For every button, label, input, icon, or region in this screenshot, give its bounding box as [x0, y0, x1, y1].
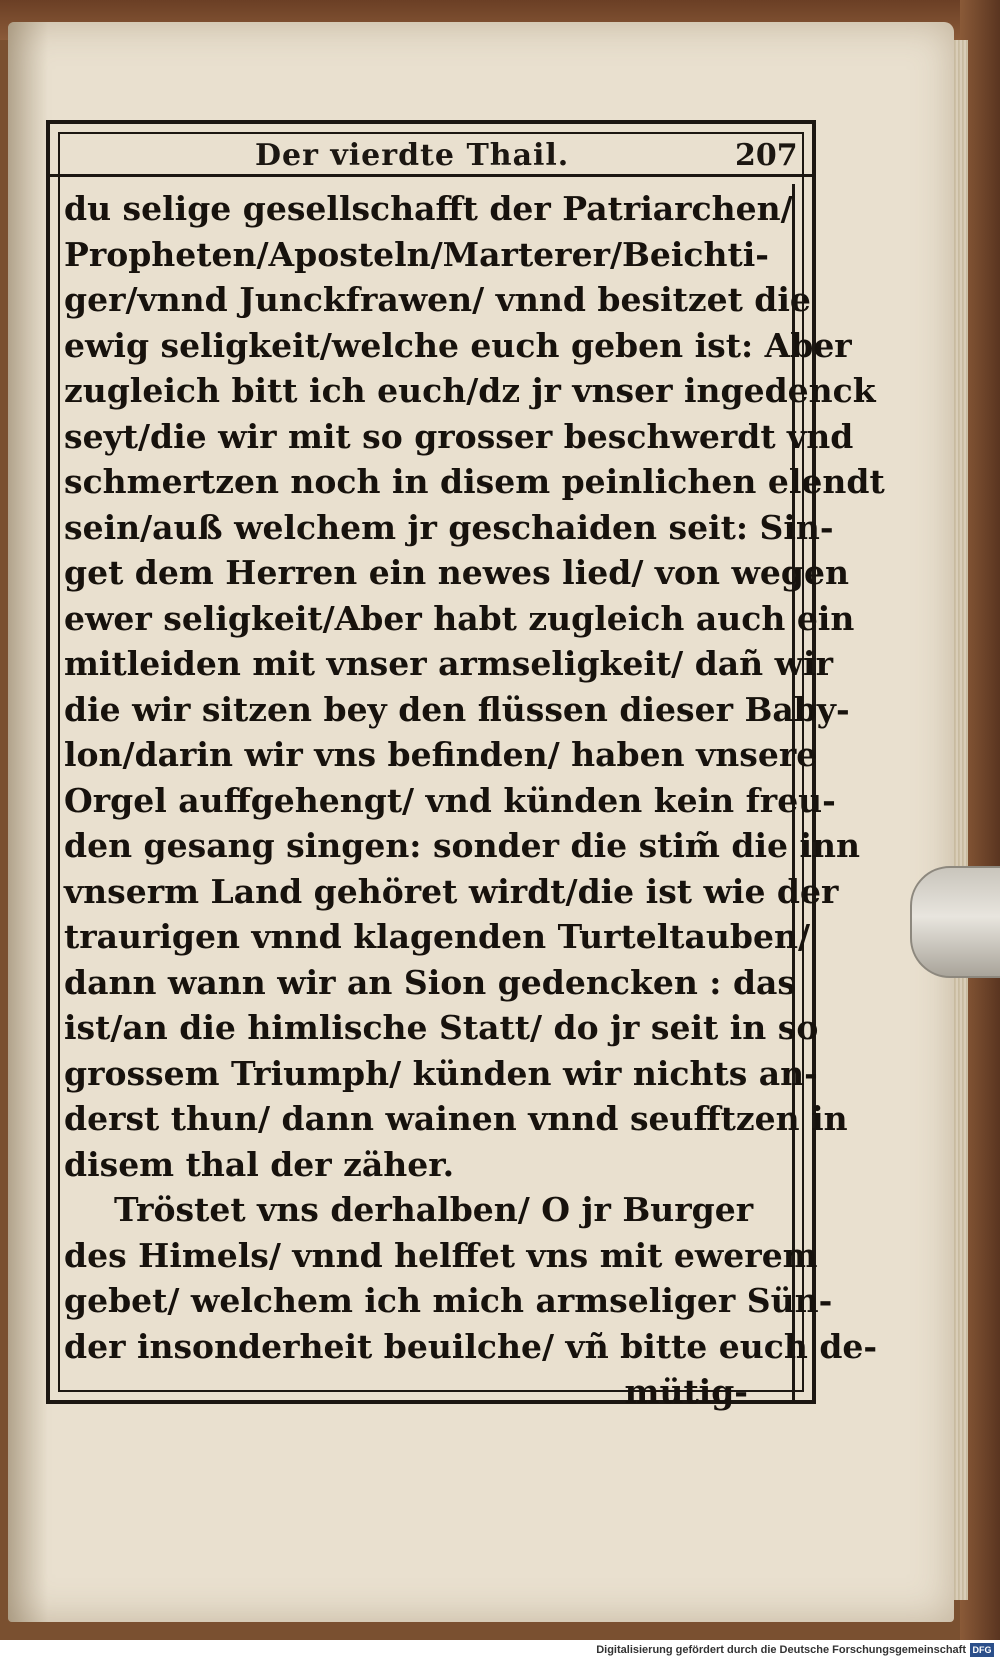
text-line: get dem Herren ein newes lied/ von wegen [64, 553, 849, 592]
text-line: des Himels/ vnnd helffet vns mit ewerem [64, 1235, 818, 1275]
text-line: Orgel auffgehengt/ vnd künden kein freu- [64, 780, 836, 820]
text-line: grossem Triumph/ künden wir nichts an- [64, 1053, 818, 1093]
text-line: seyt/die wir mit so grosser beschwerdt vnd [64, 416, 854, 456]
text-block [64, 186, 885, 1415]
text-line: zugleich bitt ich euch/dz jr vnser ingedenck [64, 371, 876, 410]
text-line: lon/darin wir vns befinden/ haben vnsere [64, 735, 818, 774]
text-line: traurigen vnnd klagenden Turteltauben/ [64, 917, 811, 956]
header-rule [50, 174, 812, 177]
gutter-shadow [8, 22, 48, 1622]
dfg-logo: DFG [970, 1643, 994, 1657]
text-line: schmertzen noch in disem peinlichen elendt [64, 462, 885, 501]
text-line: sein/auß welchem jr geschaiden seit: Sin- [64, 507, 834, 547]
text-line: vnserm Land gehöret wirdt/die ist wie der [64, 871, 839, 911]
text-line: Propheten/Aposteln/Marterer/Beichti- [64, 234, 769, 274]
text-line: mitleiden mit vnser armseligkeit/ dañ wir [64, 644, 833, 683]
book-clasp [910, 866, 1000, 978]
funding-credit: Digitalisierung gefördert durch die Deutsche Forschungsgemeinschaft [596, 1644, 966, 1656]
page-number: 207 [735, 138, 798, 173]
text-line: ist/an die himlische Statt/ do jr seit in so [64, 1008, 819, 1047]
catchword: mütig- [624, 1372, 748, 1411]
text-line: die wir sitzen bey den flüssen dieser Baby- [64, 689, 850, 729]
text-line: ger/vnnd Junckfrawen/ vnnd besitzet die [64, 280, 811, 319]
text-line-paragraph-end: disem thal der zäher. [64, 1144, 455, 1184]
text-line: den gesang singen: sonder die stim̃ die inn [64, 826, 860, 865]
running-title: Der vierdte Thail. [255, 138, 570, 173]
text-line: ewig seligkeit/welche euch geben ist: Aber [64, 325, 852, 365]
text-line: derst thun/ dann wainen vnnd seufftzen in [64, 1099, 848, 1138]
text-line: der insonderheit beuilche/ vñ bitte euch de- [64, 1326, 878, 1366]
text-line: ewer seligkeit/Aber habt zugleich auch ein [64, 598, 855, 638]
text-line: gebet/ welchem ich mich armseliger Sün- [64, 1281, 833, 1320]
digitization-footer [0, 1640, 1000, 1666]
text-line: dann wann wir an Sion gedencken : das [64, 962, 797, 1002]
text-line-paragraph-start: Tröstet vns derhalben/ O jr Burger [114, 1190, 754, 1229]
text-line: du selige gesellschafft der Patriarchen/ [64, 189, 793, 228]
